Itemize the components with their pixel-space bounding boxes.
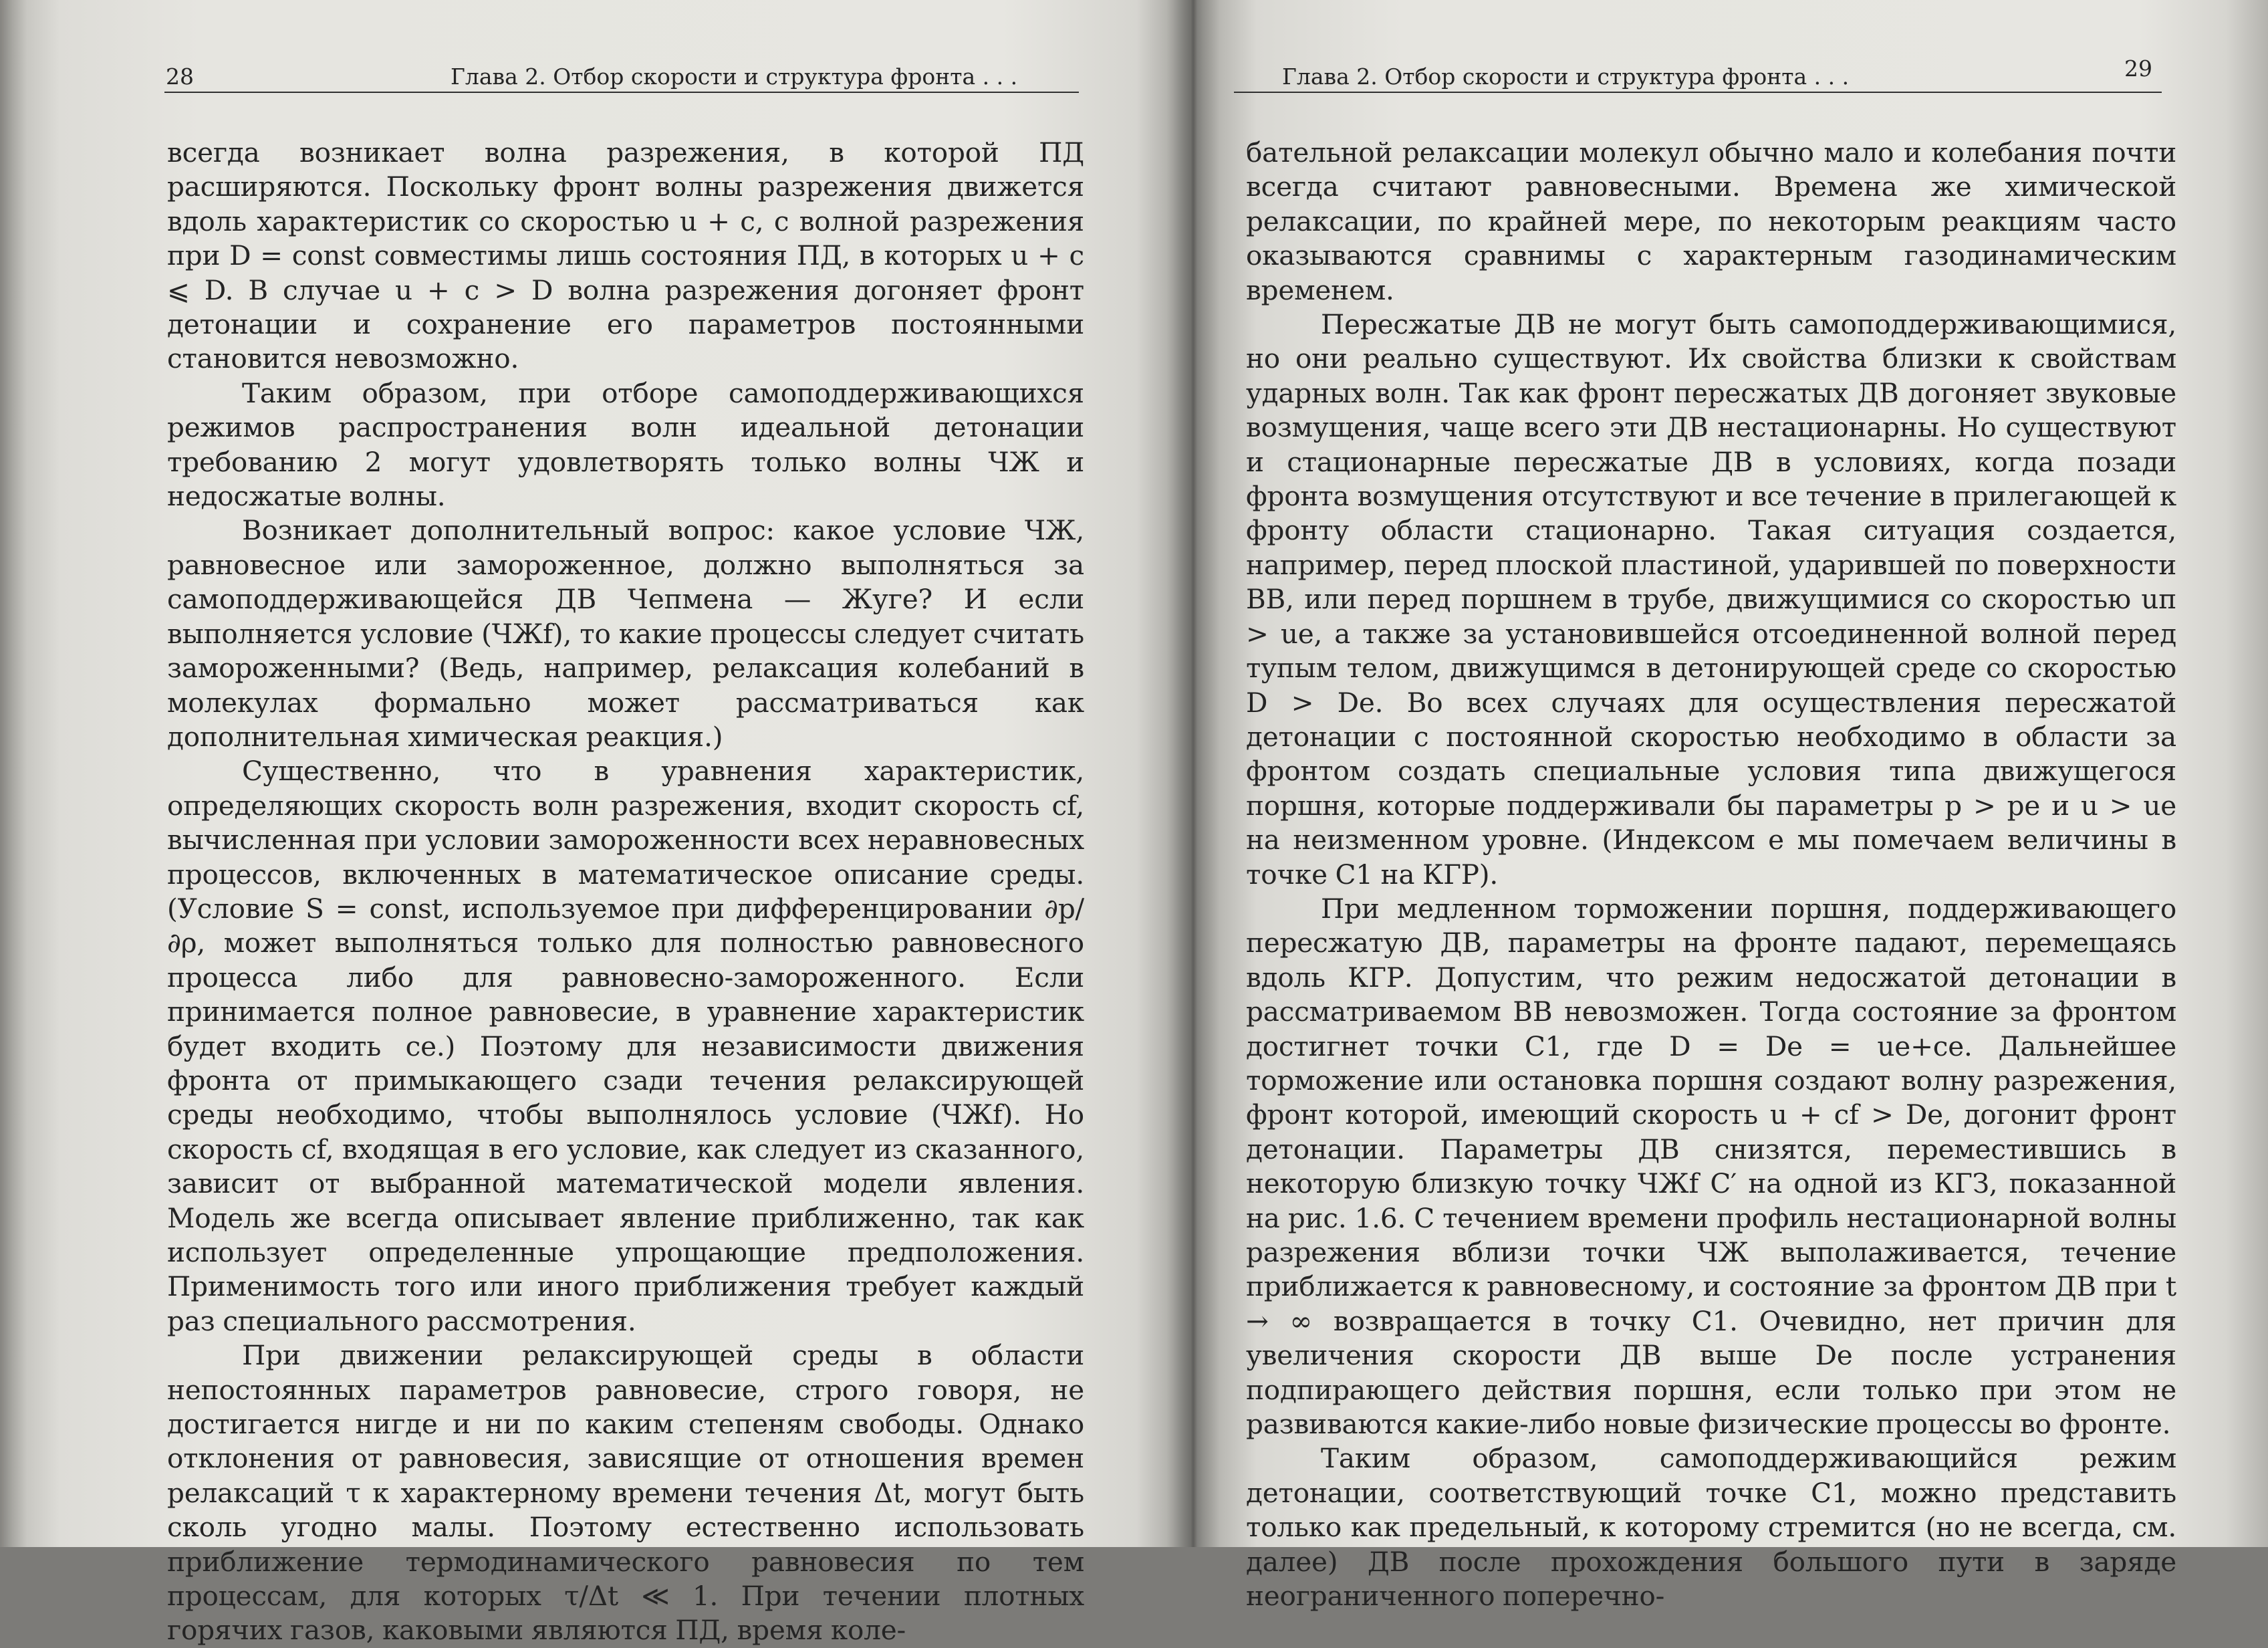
paragraph: Пересжатые ДВ не могут быть самоподдерживающимися, но они реально существуют. Их свойства близки к свойствам ударных волн. Так как фронт пересжатых ДВ догоняет звуковые возмущения, чаще всего эти ДВ нестационарны. Но существуют и стационарные пересжатые ДВ в условиях, когда позади фронта возмущения отсутствуют и все течение в прилегающей к фронту области стационарно. Такая ситуация создается, например, перед плоской пластиной, ударившей по поверхности ВВ, или перед поршнем в трубе, движущимися со скоростью uп > ue, а также за установившейся отсоединенной волной перед тупым телом, движущимся в детонирующей среде со скоростью D > De. Во всех случаях для осуществления пересжатой детонации с постоянной скоростью необходимо в области за фронтом создать специальные условия типа движущегося поршня, которые поддерживали бы параметры p > pe и u > ue на неизменном уровне. (Индексом e мы помечаем величины в точке C1 на КГР).: [1246, 308, 2176, 891]
page-number-left: 28: [166, 64, 194, 90]
paragraph: бательной релаксации молекул обычно мало и колебания почти всегда считают равновесными. Времена же химической релаксации, по крайней мере, по некоторым реакциям часто оказываются сравнимы с характерным газодинамическим временем.: [1246, 136, 2176, 306]
left-page-body: [167, 136, 1084, 1648]
running-header-right: Глава 2. Отбор скорости и структура фронта . . .: [1282, 64, 1850, 90]
paragraph: Таким образом, при отборе самоподдерживающихся режимов распространения волн идеальной детонации требованию 2 могут удовлетворять только волны ЧЖ и недосжатые волны.: [167, 376, 1084, 513]
right-page-body: [1246, 136, 2176, 1613]
header-rule-left: [164, 92, 1079, 93]
header-rule-right: [1234, 92, 2162, 93]
paragraph: Существенно, что в уравнения характеристик, определяющих скорость волн разрежения, входит скорость cf, вычисленная при условии замороженности всех неравновесных процессов, включенных в математическое описание среды. (Условие S = const, используемое при дифференцировании ∂p/∂ρ, может выполняться только для полностью равновесного процесса либо для равновесно-замороженного. Если принимается полное равновесие, в уравнение характеристик будет входить ce.) Поэтому для независимости движения фронта от примыкающего сзади течения релаксирующей среды необходимо, чтобы выполнялось условие (ЧЖf). Но скорость cf, входящая в его условие, как следует из сказанного, зависит от выбранной математической модели явления. Модель же всегда описывает явление приближенно, так как использует определенные упрощающие предположения. Применимость того или иного приближения требует каждый раз специального рассмотрения.: [167, 755, 1084, 1337]
paragraph: При медленном торможении поршня, поддерживающего пересжатую ДВ, параметры на фронте падают, перемещаясь вдоль КГР. Допустим, что режим недосжатой детонации в рассматриваемом ВВ невозможен. Тогда состояние за фронтом достигнет точки C1, где D = De = ue+ce. Дальнейшее торможение или остановка поршня создают волну разрежения, фронт которой, имеющий скорость u + cf > De, догонит фронт детонации. Параметры ДВ снизятся, переместившись в некоторую близкую точку ЧЖf C′ на одной из КГЗ, показанной на рис. 1.6. С течением времени профиль нестационарной волны разрежения вблизи точки ЧЖ выполаживается, течение приближается к равновесному, и состояние за фронтом ДВ при t → ∞ возвращается в точку C1. Очевидно, нет причин для увеличения скорости ДВ выше De после устранения подпирающего действия поршня, если только при этом не развиваются какие-либо новые физические процессы во фронте.: [1246, 892, 2176, 1441]
page-number-right: 29: [2124, 55, 2152, 82]
paragraph: Таким образом, самоподдерживающийся режим детонации, соответствующий точке C1, можно представить только как предельный, к которому стремится (но не всегда, см. далее) ДВ после прохождения большого пути в заряде неограниченного поперечно-: [1246, 1442, 2176, 1613]
paragraph: При движении релаксирующей среды в области непостоянных параметров равновесие, строго говоря, не достигается нигде и ни по каким степеням свободы. Однако отклонения от равновесия, зависящие от отношения времен релаксаций τ к характерному времени течения Δt, могут быть сколь угодно малы. Поэтому естественно использовать приближение термодинамического равновесия по тем процессам, для которых τ/Δt ≪ 1. При течении плотных горячих газов, каковыми являются ПД, время коле-: [167, 1339, 1084, 1647]
paragraph: Возникает дополнительный вопрос: какое условие ЧЖ, равновесное или замороженное, должно выполняться за самоподдерживающейся ДВ Чепмена — Жуге? И если выполняется условие (ЧЖf), то какие процессы следует считать замороженными? (Ведь, например, релаксация колебаний в молекулах формально может рассматриваться как дополнительная химическая реакция.): [167, 514, 1084, 753]
right-page: [1203, 0, 2268, 1613]
paragraph: всегда возникает волна разрежения, в которой ПД расширяются. Поскольку фронт волны разрежения движется вдоль характеристик со скоростью u + c, с волной разрежения при D = const совместимы лишь состояния ПД, в которых u + c ⩽ D. В случае u + c > D волна разрежения догоняет фронт детонации и сохранение его параметров постоянными становится невозможно.: [167, 136, 1084, 375]
running-header-left: Глава 2. Отбор скорости и структура фронта . . .: [451, 64, 1018, 90]
